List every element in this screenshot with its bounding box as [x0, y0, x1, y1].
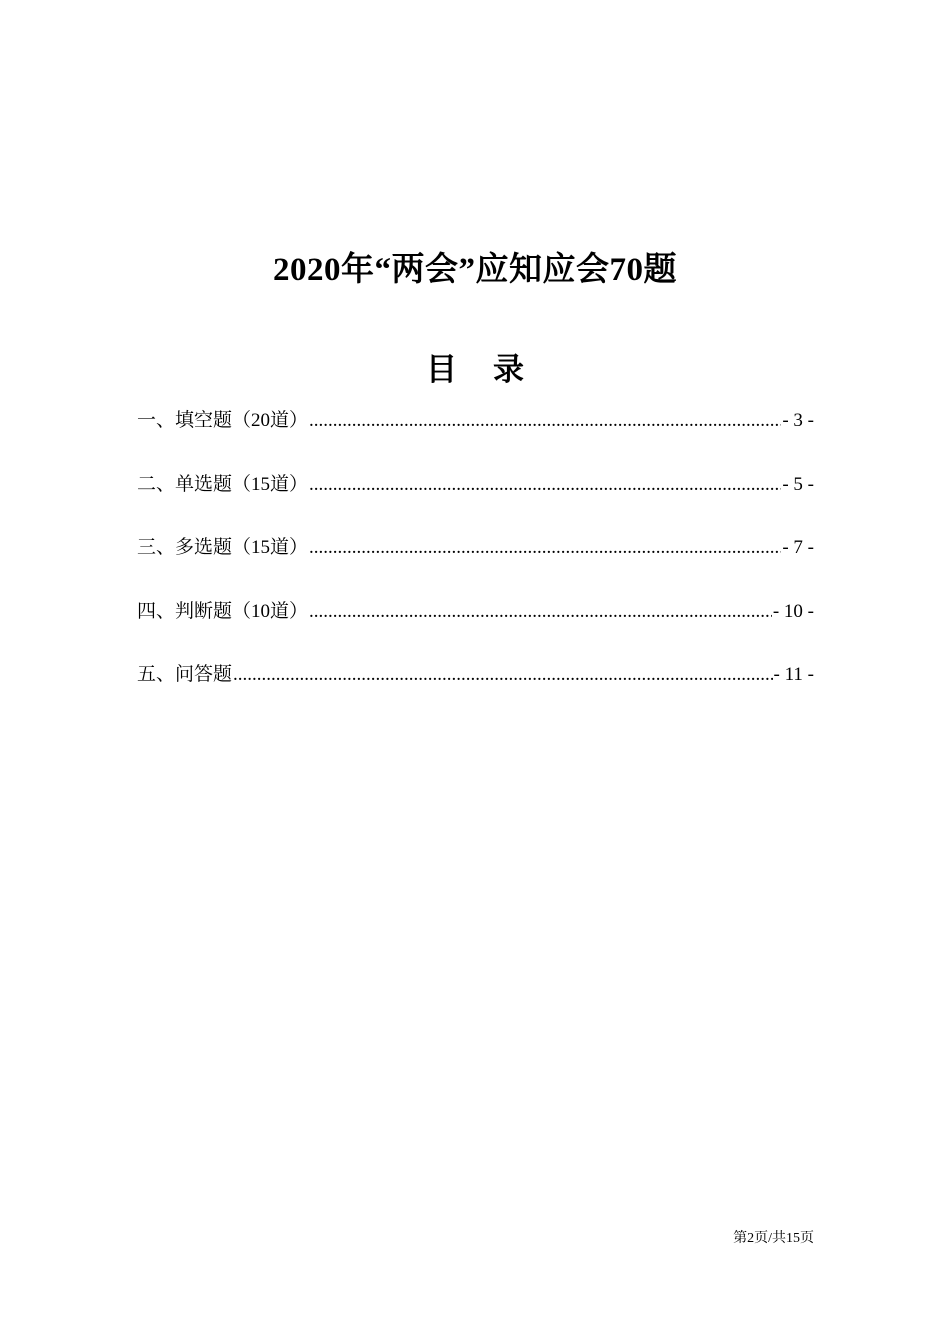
toc-entry-multiple-choice[interactable] [137, 531, 814, 595]
toc-entry-label: 一、填空题（20道） [137, 410, 309, 431]
page-footer: 第2页/共15页 [733, 1231, 814, 1246]
toc-entry-page: - 11 - [773, 664, 814, 685]
toc-leader-dots [309, 468, 781, 502]
toc-entry-fill-in[interactable] [137, 404, 814, 468]
table-of-contents [137, 404, 814, 722]
toc-entry-page: - 10 - [772, 600, 814, 622]
toc-entry-label: 四、判断题（10道） [137, 600, 309, 622]
toc-entry-true-false[interactable] [137, 595, 814, 659]
toc-heading [0, 350, 950, 390]
toc-leader-dots [309, 531, 781, 565]
document-title: 2020年“两会”应知应会70题 [273, 252, 677, 289]
toc-entry-page: - 7 - [782, 537, 814, 558]
toc-entry-single-choice[interactable] [137, 468, 814, 532]
toc-entry-label: 三、多选题（15道） [137, 537, 309, 558]
toc-entry-label: 二、单选题（15道） [137, 473, 309, 495]
toc-leader-dots [309, 404, 781, 438]
toc-heading-char-1: 目 [426, 352, 457, 387]
toc-entry-page: - 3 - [782, 410, 814, 431]
toc-entry-label: 五、问答题 [137, 664, 233, 685]
toc-leader-dots [233, 658, 773, 692]
toc-heading-char-2: 录 [493, 352, 524, 387]
toc-leader-dots [309, 595, 772, 629]
toc-entry-page: - 5 - [782, 473, 814, 495]
toc-entry-questions[interactable] [137, 658, 814, 722]
